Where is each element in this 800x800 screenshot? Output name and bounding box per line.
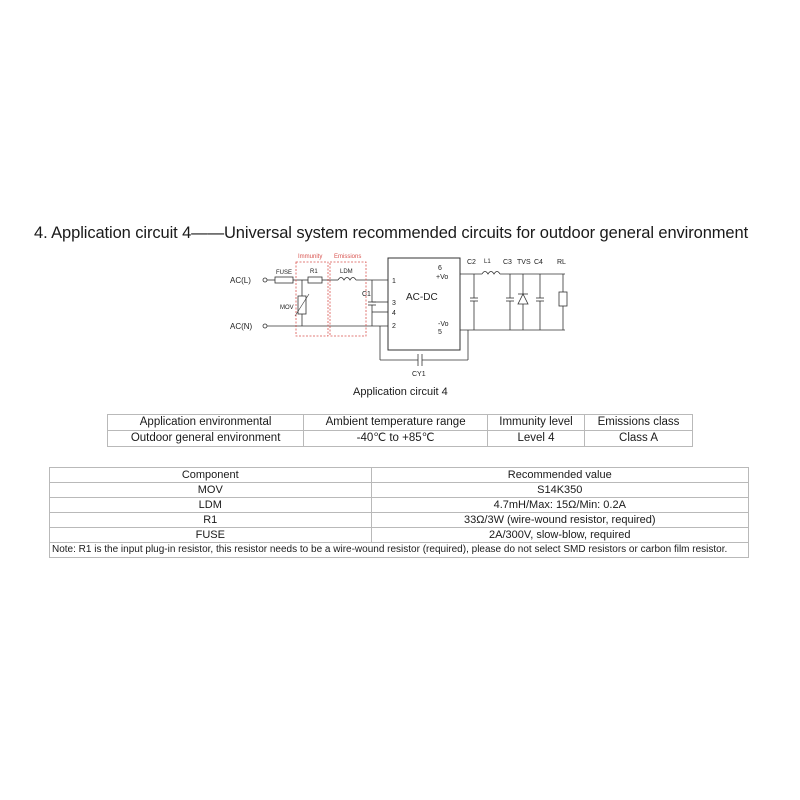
table-header-row [50, 468, 749, 483]
pin-3: 3 [392, 300, 396, 307]
application-circuit-diagram [220, 248, 600, 398]
label-c4: C4 [534, 259, 543, 266]
label-l1: L1 [484, 259, 491, 265]
r1-symbol [308, 277, 322, 283]
label-immunity: Immunity [298, 254, 323, 260]
table-cell: 4.7mH/Max: 15Ω/Min: 0.2A [371, 498, 748, 513]
acl-terminal [263, 278, 267, 282]
environment-table [107, 414, 693, 447]
table-row [50, 483, 749, 498]
table-header-cell: Ambient temperature range [304, 415, 488, 431]
table-row [50, 513, 749, 528]
pin-5: 5 [438, 329, 442, 336]
label-vo-pos: +Vo [436, 274, 449, 281]
table-cell: FUSE [50, 528, 372, 543]
table-cell: MOV [50, 483, 372, 498]
table-cell: -40℃ to +85℃ [304, 431, 488, 447]
pin-1: 1 [392, 278, 396, 285]
table-header-row [108, 415, 693, 431]
ldm-symbol [338, 278, 356, 281]
table-cell: S14K350 [371, 483, 748, 498]
table-cell: Outdoor general environment [108, 431, 304, 447]
table-row [50, 498, 749, 513]
table-cell: R1 [50, 513, 372, 528]
label-acn: AC(N) [230, 322, 253, 331]
label-c3: C3 [503, 259, 512, 266]
table-cell: Level 4 [487, 431, 584, 447]
tvs-symbol [518, 294, 528, 304]
table-header-cell: Emissions class [585, 415, 693, 431]
table-header-cell: Immunity level [487, 415, 584, 431]
label-vo-neg: -Vo [438, 321, 449, 328]
table-cell: 2A/300V, slow-blow, required [371, 528, 748, 543]
table-row [108, 431, 693, 447]
label-c1: C1 [362, 291, 371, 298]
label-cy1: CY1 [412, 371, 426, 378]
l1-symbol [482, 272, 500, 275]
label-ldm: LDM [340, 269, 353, 275]
acn-terminal [263, 324, 267, 328]
label-tvs: TVS [517, 259, 531, 266]
table-header-cell: Application environmental [108, 415, 304, 431]
table-note: Note: R1 is the input plug-in resistor, this resistor needs to be a wire-wound resistor (required), please do not select SMD resistors or carbon film resistor. [50, 543, 749, 558]
label-fuse: FUSE [276, 270, 293, 276]
pin-2: 2 [392, 323, 396, 330]
component-table [49, 467, 749, 558]
label-mov: MOV [280, 305, 294, 311]
label-r1: R1 [310, 269, 318, 275]
label-acl: AC(L) [230, 276, 251, 285]
table-cell: 33Ω/3W (wire-wound resistor, required) [371, 513, 748, 528]
label-emissions: Emissions [334, 254, 362, 260]
table-row [50, 528, 749, 543]
pin-6: 6 [438, 265, 442, 272]
label-rl: RL [557, 259, 566, 266]
table-cell: Class A [585, 431, 693, 447]
table-header-cell: Recommended value [371, 468, 748, 483]
diagram-caption: Application circuit 4 [353, 386, 448, 398]
section-heading: 4. Application circuit 4——Universal system recommended circuits for outdoor general environment [34, 224, 749, 242]
table-cell: LDM [50, 498, 372, 513]
table-header-cell: Component [50, 468, 372, 483]
acdc-module [388, 258, 460, 350]
pin-4: 4 [392, 310, 396, 317]
fuse-symbol [275, 277, 293, 283]
label-c2: C2 [467, 259, 476, 266]
table-note-row [50, 543, 749, 558]
label-acdc: AC-DC [406, 292, 438, 303]
rl-symbol [559, 292, 567, 306]
